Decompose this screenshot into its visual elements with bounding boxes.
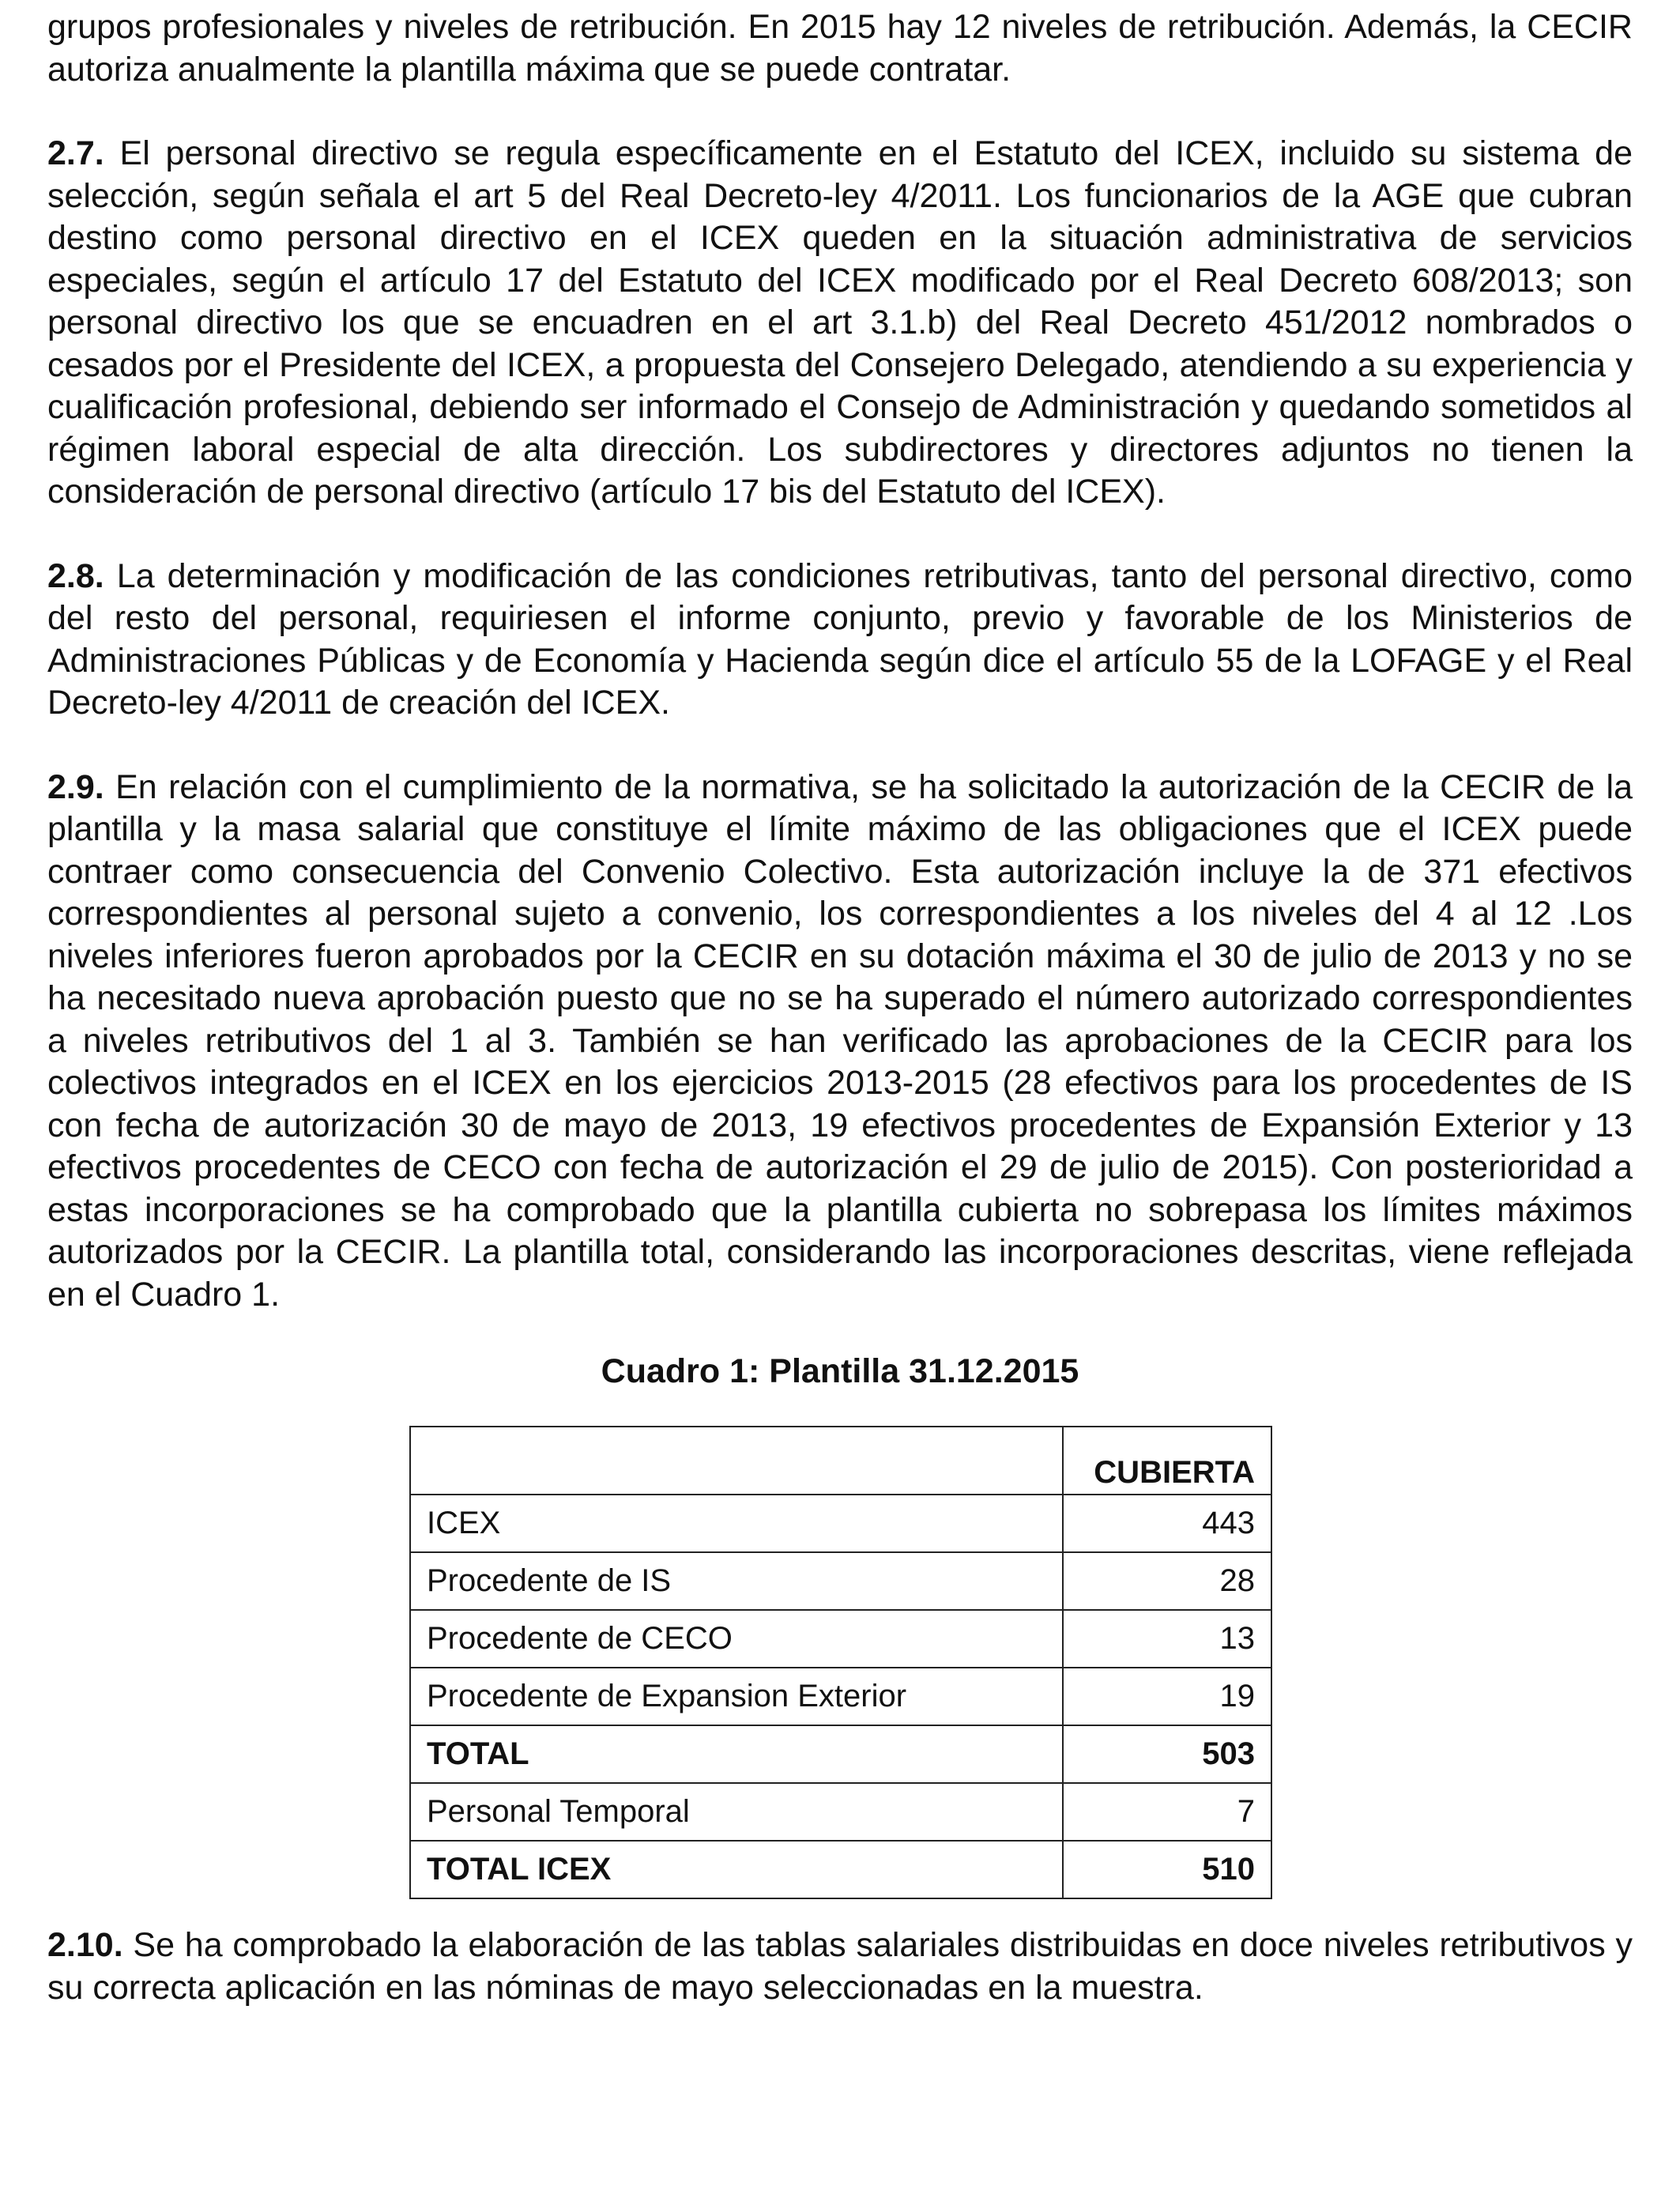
paragraph-2-10 — [47, 1924, 1633, 2009]
row-value: 13 — [1063, 1610, 1271, 1668]
row-label: Procedente de Expansion Exterior — [410, 1668, 1063, 1725]
staff-table — [409, 1426, 1272, 1899]
paragraph-text: El personal directivo se regula específicamente en el Estatuto del ICEX, incluido su sistema de selección, según señala el art 5 del Real Decreto-ley 4/2011. Los funcionarios de la AGE que cubran destino como personal directivo en el ICEX queden en la situación administrativa de servicios especiales, según el artículo 17 del Estatuto del ICEX modificado por el Real Decreto 608/2013; son personal directivo los que se encuadren en el art 3.1.b) del Real Decreto 451/2012 nombrados o cesados por el Presidente del ICEX, a propuesta del Consejero Delegado, atendiendo a su experiencia y cualificación profesional, debiendo ser informado el Consejo de Administración y quedando sometidos al régimen laboral especial de alta dirección. Los subdirectores y directores adjuntos no tienen la consideración de personal directivo (artículo 17 bis del Estatuto del ICEX). — [47, 134, 1633, 511]
paragraph-intro — [47, 6, 1633, 91]
paragraph-number: 2.9. — [47, 767, 104, 806]
row-value: 28 — [1063, 1552, 1271, 1610]
table-row — [410, 1668, 1271, 1725]
row-label: Procedente de IS — [410, 1552, 1063, 1610]
table-caption: Cuadro 1: Plantilla 31.12.2015 — [601, 1352, 1079, 1390]
paragraph-number: 2.10. — [47, 1926, 123, 1964]
table-row — [410, 1552, 1271, 1610]
table-header-cubierta: CUBIERTA — [1063, 1427, 1271, 1495]
row-value: 503 — [1063, 1725, 1271, 1783]
table-row — [410, 1610, 1271, 1668]
row-label: Procedente de CECO — [410, 1610, 1063, 1668]
row-value: 443 — [1063, 1495, 1271, 1552]
table-row — [410, 1495, 1271, 1552]
table-row-total-icex — [410, 1841, 1271, 1898]
table-header-row — [410, 1427, 1271, 1495]
paragraph-2-8 — [47, 556, 1633, 725]
paragraph-number: 2.7. — [47, 134, 104, 172]
table-row-total — [410, 1725, 1271, 1783]
row-label: ICEX — [410, 1495, 1063, 1552]
paragraph-text: grupos profesionales y niveles de retribución. En 2015 hay 12 niveles de retribución. Además, la CECIR autoriza anualmente la plantilla máxima que se puede contratar. — [47, 8, 1633, 89]
table-row — [410, 1783, 1271, 1841]
row-value: 19 — [1063, 1668, 1271, 1725]
document-page — [47, 6, 1633, 2051]
row-value: 510 — [1063, 1841, 1271, 1898]
row-value: 7 — [1063, 1783, 1271, 1841]
row-label: Personal Temporal — [410, 1783, 1063, 1841]
paragraph-2-9 — [47, 767, 1633, 1317]
paragraph-text: Se ha comprobado la elaboración de las tablas salariales distribuidas en doce niveles retributivos y su correcta aplicación en las nóminas de mayo seleccionadas en la muestra. — [47, 1926, 1633, 2007]
table-header-blank — [410, 1427, 1063, 1495]
paragraph-number: 2.8. — [47, 556, 104, 595]
row-label: TOTAL — [410, 1725, 1063, 1783]
paragraph-text: En relación con el cumplimiento de la normativa, se ha solicitado la autorización de la CECIR de la plantilla y la masa salarial que constituye el límite máximo de las obligaciones que el ICEX puede contraer como consecuencia del Convenio Colectivo. Esta autorización incluye la de 371 efectivos correspondientes al personal sujeto a convenio, los correspondientes a los niveles del 4 al 12 .Los niveles inferiores fueron aprobados por la CECIR en su dotación máxima el 30 de julio de 2013 y no se ha necesitado nueva aprobación puesto que no se ha superado el número autorizado correspondientes a niveles retributivos del 1 al 3. También se han verificado las aprobaciones de la CECIR para los colectivos integrados en el ICEX en los ejercicios 2013-2015 (28 efectivos para los procedentes de IS con fecha de autorización 30 de mayo de 2013, 19 efectivos procedentes de Expansión Exterior y 13 efectivos procedentes de CECO con fecha de autorización el 29 de julio de 2015). Con posterioridad a estas incorporaciones se ha comprobado que la plantilla cubierta no sobrepasa los límites máximos autorizados por la CECIR. La plantilla total, considerando las incorporaciones descritas, viene reflejada en el Cuadro 1. — [47, 767, 1633, 1314]
paragraph-text: La determinación y modificación de las condiciones retributivas, tanto del personal directivo, como del resto del personal, requiriesen el informe conjunto, previo y favorable de los Ministerios de Administraciones Públicas y de Economía y Hacienda según dice el artículo 55 de la LOFAGE y el Real Decreto-ley 4/2011 de creación del ICEX. — [47, 556, 1633, 722]
row-label: TOTAL ICEX — [410, 1841, 1063, 1898]
paragraph-2-7 — [47, 133, 1633, 514]
